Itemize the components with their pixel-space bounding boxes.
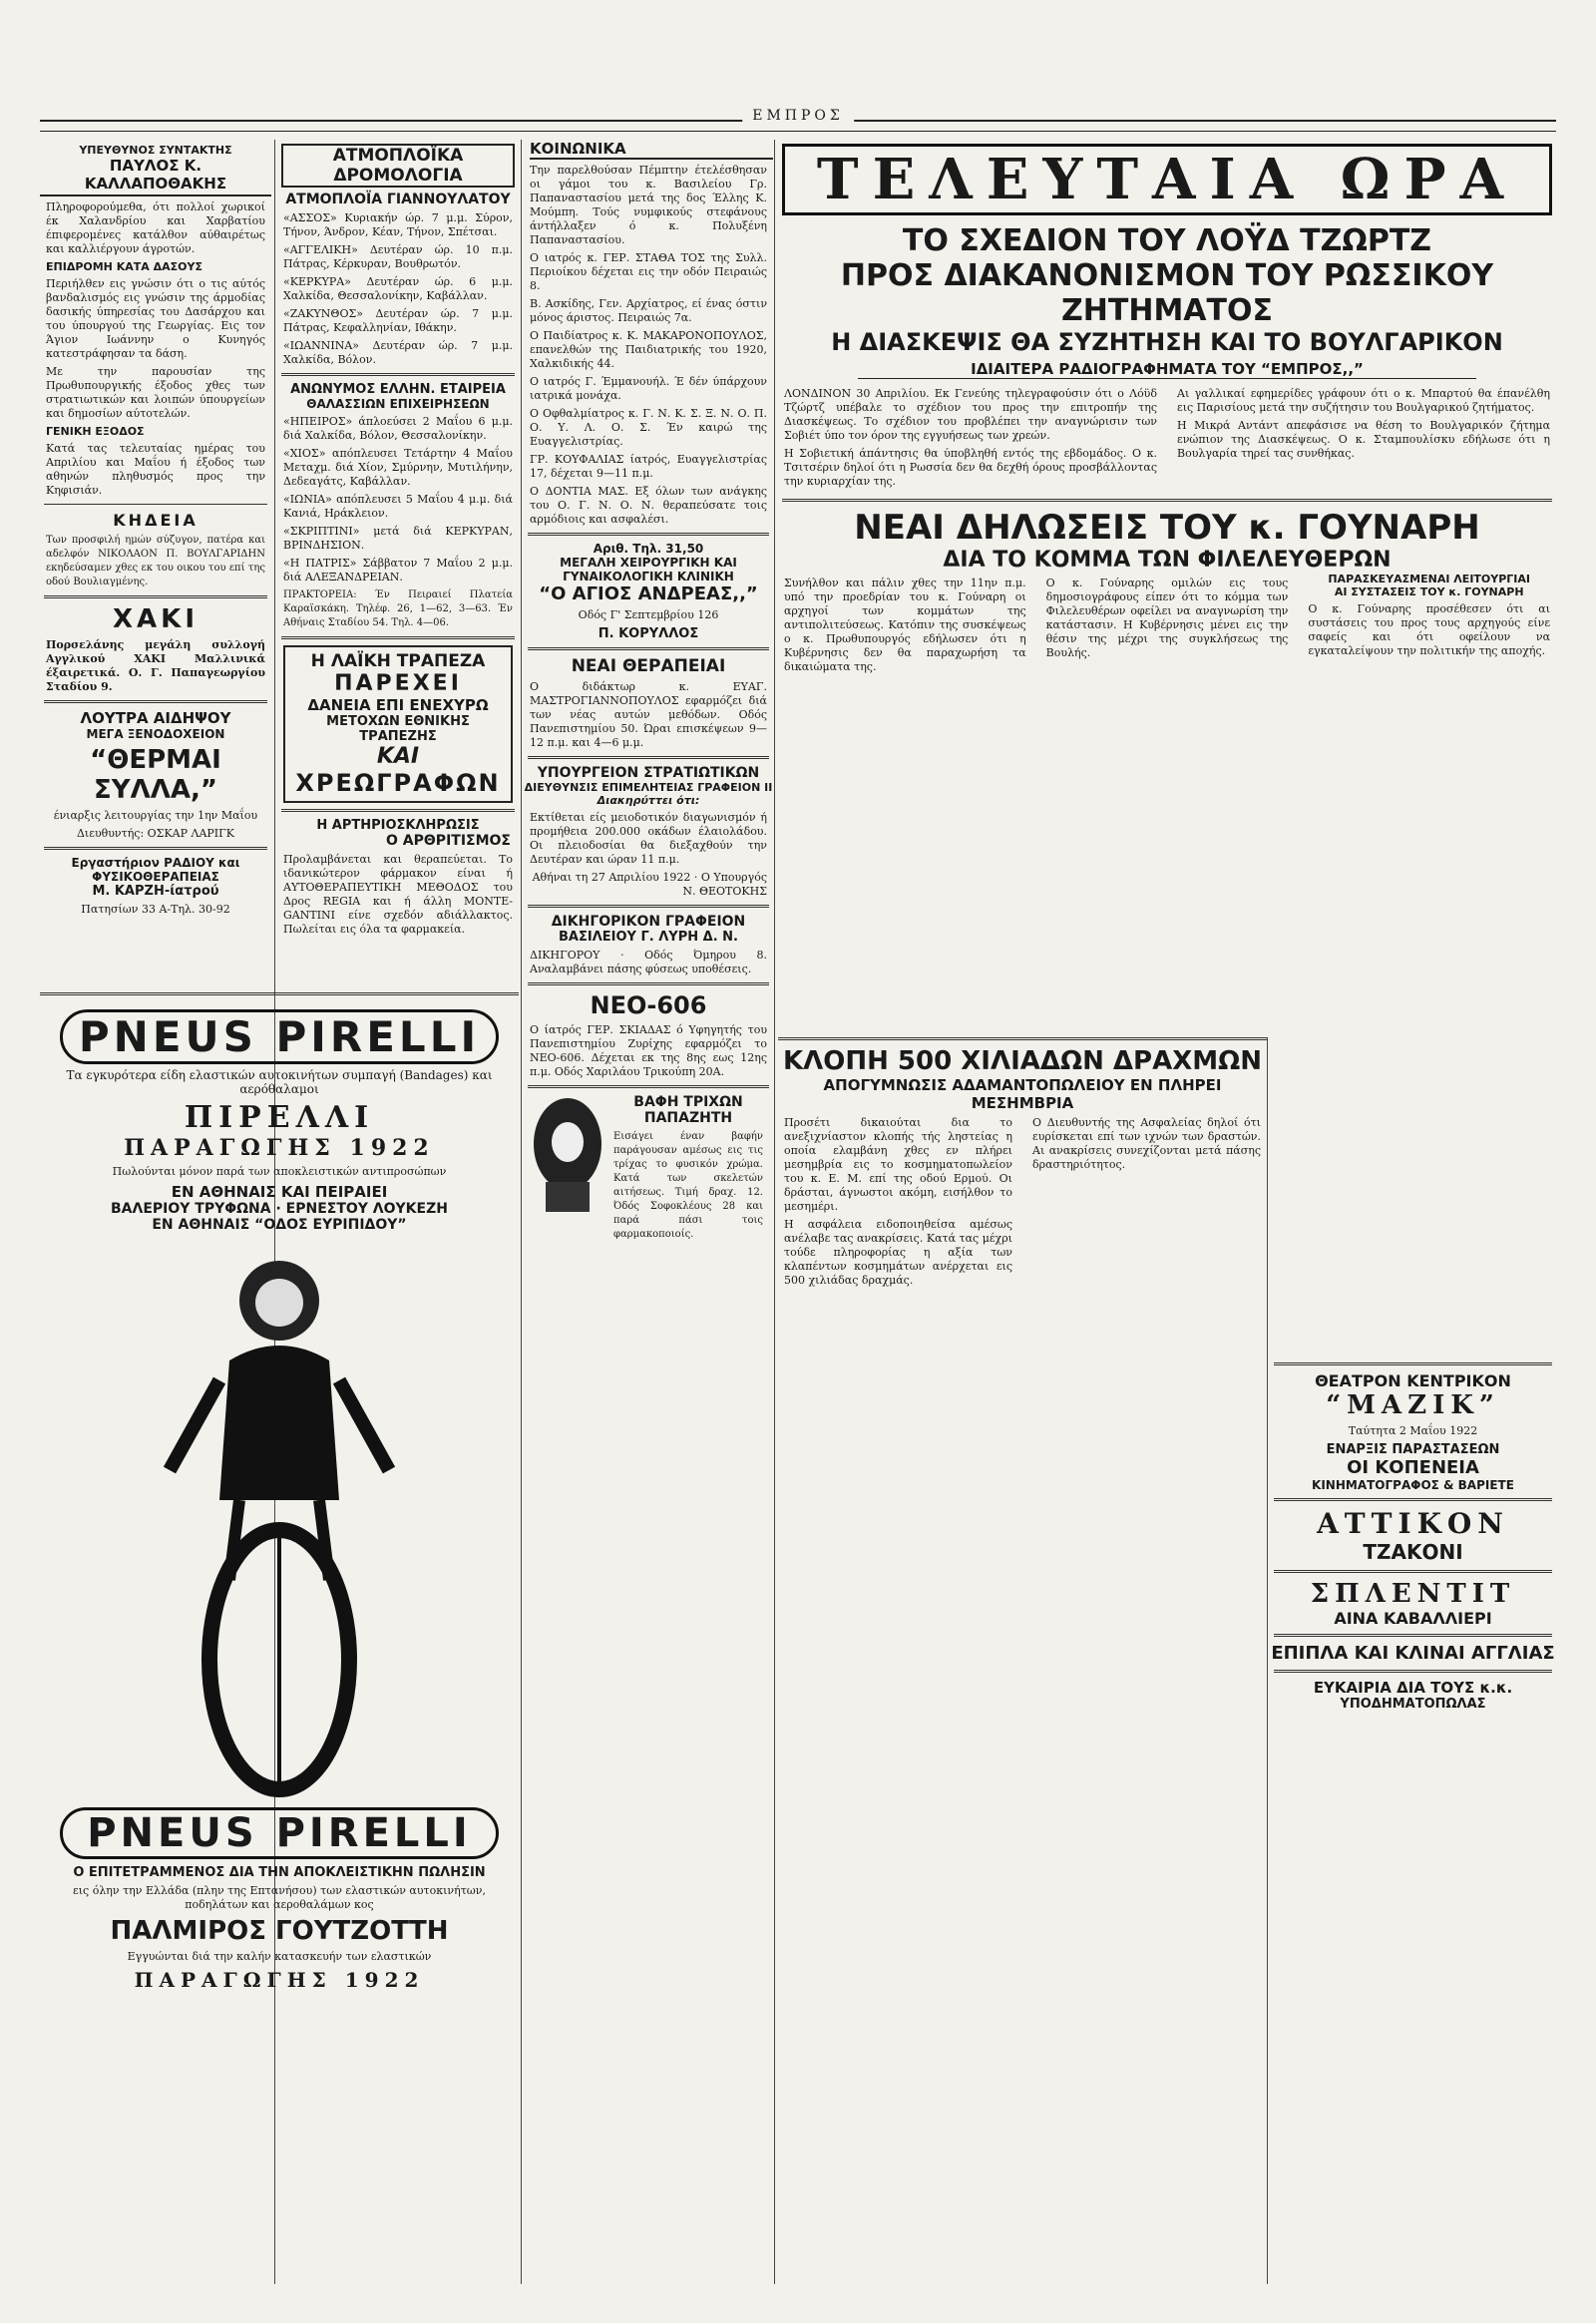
article-columns xyxy=(778,1112,1267,1292)
splendid-title: ΣΠΛΕΝΤΙΤ xyxy=(1310,1579,1516,1609)
schedule-entry: «ΚΕΡΚΥΡΑ» Δευτέραν ώρ. 6 μ.μ. Χαλκίδα, Θεσσαλονίκην, Καβάλλαν. xyxy=(283,275,513,302)
medical-ad-subtitle: Ο ΑΡΘΡΙΤΙΣΜΟΣ xyxy=(386,833,511,849)
company-title: ΑΝΩΝΥΜΟΣ ΕΛΛΗΝ. ΕΤΑΙΡΕΙΑ xyxy=(290,382,506,397)
column-divider xyxy=(521,140,522,2284)
article-paragraph: Περιήλθεν εις γνώσιν ότι ο τις αύτός βανδαλισμός εις γνώσιν της άρμοδίας δασικής ύπηρεσίας του Δασάρχου και του ύπουργού της Γεωργίας. Εις τον Άγιον Ιωάννην ο Κυνηγός κατεστράφησαν τα δάση. xyxy=(46,277,265,360)
shipping-title: ΑΤΜΟΠΛΟΪΚΑ ΔΡΟΜΟΛΟΓΙΑ xyxy=(281,144,515,188)
ad-baths-note: ένιαρξις λειτουργίας την 1ην Μαΐου xyxy=(53,809,258,822)
theft-article xyxy=(778,1037,1267,2284)
obituary-heading: ΚΗΔΕΙΑ xyxy=(113,511,199,530)
pirelli-logo-top: PNEUS PIRELLI xyxy=(60,1009,499,1064)
pirelli-address: ΕΝ ΑΘΗΝΑΙΣ “ΟΔΟΣ ΕΥΡΙΠΙΔΟΥ” xyxy=(152,1217,407,1233)
bank-line: ΔΑΝΕΙΑ ΕΠΙ ΕΝΕΧΥΡΩ xyxy=(307,696,489,714)
divider xyxy=(281,809,515,812)
schedule-entry: «ΑΣΣΟΣ» Κυριακήν ώρ. 7 μ.μ. Σύρον, Τήνον, Άνδρον, Κέαν, Τήνον, Σπέτσαι. xyxy=(283,211,513,238)
article-paragraph: Προσέτι δικαιούται δια το ανεξιχνίαστον κλοπής τής ληστείας η οποία ελαμβάνη χθες εν πλήρει μεσημβρία εις το κοσμηματοπωλείον του κ. Ε. Μ. επί της οδού Ερμού. Οι δράσται, άγνωστοι ακόμη, εισήλθον το μεσημέρι. xyxy=(784,1116,1012,1213)
schedule-entry: «ΧΙΟΣ» απόπλευσει Τετάρτην 4 Μαΐου Μεταχμ. διά Χίον, Σμύρνην, Μυτιλήνην, Δεδεαγάτς, Καβάλλαν. xyxy=(283,447,513,488)
pirelli-text: Εγγυώνται διά την καλήν κατασκευήν των ελαστικών xyxy=(127,1950,432,1963)
divider xyxy=(44,504,267,505)
bank-title: Η ΛΑΪΚΗ ΤΡΑΠΕΖΑ xyxy=(310,651,486,671)
social-item: ΓΡ. ΚΟΥΦΑΛΙΑΣ ίατρός, Ευαγγελιστρίας 17, δέχεται 9—11 π.μ. xyxy=(530,453,767,480)
headline-3: Η ΔΙΑΣΚΕΨΙΣ ΘΑ ΣΥΖΗΤΗΣΗ ΚΑΙ ΤΟ ΒΟΥΛΓΑΡΙΚΟΝ xyxy=(831,328,1503,356)
shoe-ad-subtitle: ΥΠΟΔΗΜΑΤΟΠΩΛΑΣ xyxy=(1340,1697,1486,1712)
pirelli-big: ΠΙΡΕΛΛΙ xyxy=(184,1100,375,1135)
attikon-title: ΑΤΤΙΚΟΝ xyxy=(1317,1507,1509,1540)
article-heading: ΓΕΝΙΚΗ ΕΞΟΔΟΣ xyxy=(46,425,145,438)
attikon-show: ΤΖΑΚΟΝΙ xyxy=(1363,1540,1463,1564)
agency-info: ΠΡΑΚΤΟΡΕΙΑ: Έν Πειραιεί Πλατεία Καραϊσκάκη. Τηλέφ. 26, 1—62, 3—63. Έν Αθήναις Σταδίου 54. Τηλ. 4—06. xyxy=(283,589,513,628)
divider xyxy=(1274,1570,1552,1573)
article-paragraph: ΛΟΝΔΙΝΟΝ 30 Απριλίου. Εκ Γενεύης τηλεγραφούσιν ότι ο Λόϋδ Τζώρτζ υπέβαλε το σχέδιον του προς την επιτροπήν της Διασκέψεως. Το σχέδιον του προβλέπει την αναγνώρισιν των Σοβιέτ ύπο τον όρον της εγγυήσεως των χρεών. xyxy=(784,387,1157,442)
divider xyxy=(281,373,515,376)
bank-line: ΚΑΙ xyxy=(376,744,420,769)
editor-label: ΥΠΕΥΘΥΝΟΣ ΣΥΝΤΑΚΤΗΣ xyxy=(79,144,232,157)
theatre-show: “ΜΑΖΙΚ” xyxy=(1326,1390,1500,1420)
social-item: Β. Ασκίδης, Γεν. Αρχίατρος, εί ένας όστιν μόνος άριστος. Πειραιώς 7α. xyxy=(530,297,767,324)
article-paragraph: Με την παρουσίαν της Πρωθυπουργικής έξοδος χθες των στρατιωτικών και λοιπών ύπουργείων και δημοσίων αύτοτελών. xyxy=(46,365,265,420)
ad-baths-director: Διευθυντής: ΟΣΚΑΡ ΛΑΡΙΓΚ xyxy=(76,827,235,840)
main-headline: ΤΕΛΕΥΤΑΙΑ ΩΡΑ xyxy=(782,144,1552,215)
pirelli-text: ΕΝ ΑΘΗΝΑΙΣ ΚΑΙ ΠΕΙΡΑΙΕΙ xyxy=(171,1183,388,1201)
clinic-doctor: Π. ΚΟΡΥΛΛΟΣ xyxy=(598,626,699,641)
pirelli-dealer-name: ΠΑΛΜΙΡΟΣ ΓΟΥΤΖΟΤΤΗ xyxy=(110,1916,449,1946)
ad-baths-subtitle: ΜΕΓΑ ΞΕΝΟΔΟΧΕΙΟΝ xyxy=(86,727,225,741)
social-item: Ο Παιδίατρος κ. Κ. ΜΑΚΑΡΟΝΟΠΟΥΛΟΣ, επανελθών της Παιδιατρικής του 1920, Χαλκιδικής 44. xyxy=(530,329,767,370)
editor-name: ΠΑΥΛΟΣ Κ. ΚΑΛΛΑΠΟΘΑΚΗΣ xyxy=(40,157,271,196)
social-item: Ο ΔΟΝΤΙΑ ΜΑΣ. Εξ όλων των ανάγκης του Ο. Γ. Ν. Ο. Ν. θεραπεύσατε τοις αρμόδιοις και ασφαλέσι. xyxy=(530,485,767,526)
new-therapies-title: ΝΕΑΙ ΘΕΡΑΠΕΙΑΙ xyxy=(571,656,726,676)
pirelli-logo-bottom: PNEUS PIRELLI xyxy=(60,1807,499,1859)
newspaper-name: ΕΜΠΡΟΣ xyxy=(742,108,854,124)
schedule-entry: «ΣΚΡΙΠΤΙΝΙ» μετά διά ΚΕΡΚΥΡΑΝ, ΒΡΙΝΔΗΣΙΟΝ. xyxy=(283,525,513,552)
column-3 xyxy=(524,140,773,2284)
divider xyxy=(528,1085,769,1088)
article-paragraph: Ο κ. Γούναρης ομιλών εις τους δημοσιογράφους είπεν ότι το κόμμα των Φιλελευθέρων οφείλει να αναγνωρίση την κατάστασιν. Η Κυβέρνησις μένει εις την θέσιν της μέχρι της συγκλήσεως της Βουλής. xyxy=(1045,577,1289,659)
social-item: Ο ιατρός κ. ΓΕΡ. ΣΤΑΘΑ ΤΟΣ της Συλλ. Περιοίκου δέχεται εις την οδόν Πειραιώς 8. xyxy=(530,251,767,292)
divider xyxy=(44,595,267,598)
social-item: Την παρελθούσαν Πέμπτην έτελέσθησαν οι γάμοι του κ. Βασιλείου Γρ. Παπαναστασίου μετά της δος Έλλης Κ. Μούμπη. Τούς νυμφικούς στεφάνους άντήλλαξεν ό κ. Πολυξένη Παπαναστασίου. xyxy=(530,164,767,246)
article-paragraph: Συνήλθον και πάλιν χθες την 11ην π.μ. υπό την προεδρίαν του κ. Γούναρη οι αρχηγοί των κομμάτων της αντιπολιτεύσεως. Κατόπιν της συσκέψεως ο κ. Πρωθυπουργός εδήλωσεν ότι η Κυβέρνησις δεν θα παραχωρήση τα δικαιώματα της. xyxy=(784,577,1026,673)
article-subheading: ΠΑΡΑΣΚΕΥΑΣΜΕΝΑΙ ΛΕΙΤΟΥΡΓΙΑΙ xyxy=(1328,573,1530,585)
ministry-signature: Αθήναι τη 27 Απριλίου 1922 · Ο Υπουργός Ν. ΘΕΟΤΟΚΗΣ xyxy=(532,871,767,898)
obituary-text: Των προσφιλή ημών σύζυγον, πατέρα και αδελφόν ΝΙΚΟΛΑΟΝ Π. ΒΟΥΛΓΑΡΙΔΗΝ εκηδεύσαμεν χθες εκ του οικου του επί της οδού Βουλιαγμένης. xyxy=(46,535,265,587)
masthead-rule xyxy=(40,108,1556,132)
pirelli-agents: ΒΑΛΕΡΙΟΥ ΤΡΥΦΩΝΑ · ΕΡΝΕΣΤΟΥ ΛΟΥΚΕΖΗ xyxy=(111,1201,448,1217)
shoe-ad-title: ΕΥΚΑΙΡΙΑ ΔΙΑ ΤΟΥΣ κ.κ. xyxy=(1313,1679,1513,1697)
ad-khaki-title: ΧΑΚΙ xyxy=(113,604,199,634)
article-columns xyxy=(778,383,1556,493)
article-columns xyxy=(778,573,1556,678)
ad-lab-address: Πατησίων 33 Α-Τηλ. 30-92 xyxy=(81,903,230,916)
theft-headline: ΚΛΟΠΗ 500 ΧΙΛΙΑΔΩΝ ΔΡΑΧΜΩΝ xyxy=(782,1046,1263,1076)
column-divider xyxy=(774,140,775,2284)
divider xyxy=(782,499,1552,502)
new-therapies-text: Ο διδάκτωρ κ. ΕΥΑΓ. ΜΑΣΤΡΟΓΙΑΝΝΟΠΟΥΛΟΣ εφαρμόζει διά των νέας αυτών μεθόδων. Οδός Πανεπιστημίου 50. Ώραι επισκέψεων 9—12 π.μ. και 4—6 μ.μ. xyxy=(530,680,767,749)
divider xyxy=(528,647,769,650)
hair-dye-ad xyxy=(528,1094,769,1246)
shipping-subtitle: ΑΤΜΟΠΛΟΪΑ ΓΙΑΝΝΟΥΛΑΤΟΥ xyxy=(285,192,511,207)
schedule-entry: «Η ΠΑΤΡΙΣ» Σάββατον 7 Μαΐου 2 μ.μ. διά ΑΛΕΞΑΝΔΡΕΙΑΝ. xyxy=(283,557,513,583)
divider xyxy=(528,533,769,536)
divider xyxy=(528,982,769,985)
bank-line: ΧΡΕΩΓΡΑΦΩΝ xyxy=(295,769,501,797)
ad-baths-title: ΛΟΥΤΡΑ ΑΙΔΗΨΟΥ xyxy=(80,709,231,727)
splendid-star: ΑΙΝΑ ΚΑΒΑΛΛΙΕΡΙ xyxy=(1334,1609,1492,1628)
article-paragraph: Ο κ. Γούναρης προσέθεσεν ότι αι συστάσεις του προς τους αρχηγούς είνε σαφείς και ότι οφείλουν να εγκαταλείψουν την πολιτικήν της αποχής. xyxy=(1308,602,1551,657)
divider xyxy=(1274,1670,1552,1673)
headline-1: ΤΟ ΣΧΕΔΙΟΝ ΤΟΥ ΛΟΫΔ ΤΖΩΡΤΖ xyxy=(902,223,1432,258)
headline-4: ΙΔΙΑΙΤΕΡΑ ΡΑΔΙΟΓΡΑΦΗΜΑΤΑ ΤΟΥ “ΕΜΠΡΟΣ,,” xyxy=(858,360,1476,379)
pirelli-text: εις όλην την Ελλάδα (πλην της Επτανήσου) των ελαστικών αυτοκινήτων, ποδηλάτων και αεροθαλάμων κος xyxy=(73,1884,486,1911)
clinic-phone: Αριθ. Τηλ. 31,50 xyxy=(593,542,704,556)
article-paragraph: Πληροφορούμεθα, ότι πολλοί χωρικοί έκ Χαλανδρίου και Χαρβατίου έπιφερομένες κατάλθον αύθαιρέτως και καλλιέργουν άγροτών. xyxy=(46,200,265,255)
pirelli-text: Πωλούνται μόνον παρά των αποκλειστικών αντιπροσώπων xyxy=(112,1165,447,1178)
schedule-entry: «ΙΩΝΙΑ» απόπλευσει 5 Μαΐου 4 μ.μ. διά Κανιά, Ηράκλειον. xyxy=(283,493,513,520)
ministry-subtitle: Διακηρύττει ότι: xyxy=(597,794,700,807)
social-item: Ο ιατρός Γ. Έμμανουήλ. Έ δέν ύπάρχουν ιατρικά μονάχα. xyxy=(530,375,767,402)
schedule-entry: «ΙΩΑΝΝΙΝΑ» Δευτέραν ώρ. 7 μ.μ. Χαλκίδα, Βόλον. xyxy=(283,339,513,366)
cyclist-illustration-icon xyxy=(130,1241,429,1799)
theatre-note: ΚΙΝΗΜΑΤΟΓΡΑΦΟΣ & ΒΑΡΙΕΤΕ xyxy=(1312,1478,1514,1492)
theatre-note: ΕΝΑΡΞΙΣ ΠΑΡΑΣΤΑΣΕΩΝ xyxy=(1326,1442,1500,1457)
hair-dye-title: ΒΑΦΗ ΤΡΙΧΩΝ ΠΑΠΑΖΗΤΗ xyxy=(633,1094,743,1126)
ad-baths-name: “ΘΕΡΜΑΙ ΣΥΛΛΑ,” xyxy=(90,745,221,805)
pirelli-text: Ο ΕΠΙΤΕΤΡΑΜΜΕΝΟΣ ΔΙΑ ΤΗΝ ΑΠΟΚΛΕΙΣΤΙΚΗΝ ΠΩΛΗΣΙΝ xyxy=(73,1865,486,1880)
column-2 xyxy=(277,140,519,968)
ministry-title: ΥΠΟΥΡΓΕΙΟΝ ΣΤΡΑΤΙΩΤΙΚΩΝ xyxy=(537,765,760,781)
divider xyxy=(528,905,769,908)
article-subheading: ΑΙ ΣΥΣΤΑΣΕΙΣ ΤΟΥ κ. ΓΟΥΝΑΡΗ xyxy=(1334,585,1524,598)
theatre-date: Ταύτητα 2 Μαΐου 1922 xyxy=(1348,1424,1478,1437)
medical-ad-text: Προλαμβάνεται και θεραπεύεται. Το ιδανικώτερον φάρμακον είναι ή ΑΥΤΟΘΕΡΑΠΕΥΤΙΚΗ ΜΕΘΟΔΟΣ του Δρος REGIA και ή άλλη ΜΟΝΤΕ-GANTINI είνε σχεδόν αδιάλλακτος. Πωλείται εις όλα τα φαρμακεία. xyxy=(283,853,513,936)
bank-line: ΜΕΤΟΧΩΝ ΕΘΝΙΚΗΣ ΤΡΑΠΕΖΗΣ xyxy=(326,714,470,744)
column-1 xyxy=(40,140,271,987)
ad-lab-name: Μ. ΚΑΡΖΗ-ίατρού xyxy=(92,884,219,899)
schedule-entry: «ΑΓΓΕΛΙΚΗ» Δευτέραν ώρ. 10 π.μ. Πάτρας, Κέρκυραν, Βουθρωτόν. xyxy=(283,243,513,270)
law-office-title: ΔΙΚΗΓΟΡΙΚΟΝ ΓΡΑΦΕΙΟΝ xyxy=(551,914,746,930)
divider xyxy=(1274,1634,1552,1637)
pirelli-ad xyxy=(40,992,519,2279)
ad-lab-title: Εργαστήριον ΡΑΔΙΟΥ και ΦΥΣΙΚΟΘΕΡΑΠΕΙΑΣ xyxy=(71,856,240,884)
clinic-address: Οδός Γ' Σεπτεμβρίου 126 xyxy=(578,608,719,621)
social-title: ΚΟΙΝΩΝΙΚΑ xyxy=(530,140,773,160)
clinic-title: ΜΕΓΑΛΗ ΧΕΙΡΟΥΡΓΙΚΗ ΚΑΙ ΓΥΝΑΙΚΟΛΟΓΙΚΗ ΚΛΙΝΙΚΗ xyxy=(560,556,737,583)
clinic-name: “Ο ΑΓΙΟΣ ΑΝΔΡΕΑΣ,,” xyxy=(539,583,758,604)
theatre-title: ΘΕΑΤΡΟΝ ΚΕΝΤΡΙΚΟΝ xyxy=(1315,1371,1511,1390)
law-office-name: ΒΑΣΙΛΕΙΟΥ Γ. ΛΥΡΗ Δ. Ν. xyxy=(559,930,738,945)
furniture-ad: ΕΠΙΠΛΑ ΚΑΙ ΚΛΙΝΑΙ ΑΓΓΛΙΑΣ xyxy=(1271,1643,1555,1664)
article-paragraph: Ο Διευθυντής της Ασφαλείας δηλοί ότι ευρίσκεται επί των ιχνών των δραστών. Αι ανακρίσεις συνεχίζονται μετά πάσης δραστηριότητος. xyxy=(1032,1116,1261,1171)
ministry-subtitle: ΔΙΕΥΘΥΝΣΙΣ ΕΠΙΜΕΛΗΤΕΙΑΣ ΓΡΑΦΕΙΟΝ II xyxy=(524,781,773,794)
law-office-text: ΔΙΚΗΓΟΡΟΥ · Οδός Όμηρου 8. Αναλαμβάνει πάσης φύσεως υποθέσεις. xyxy=(530,949,767,975)
bank-ad xyxy=(283,645,513,803)
headline-2: ΠΡΟΣ ΔΙΑΚΑΝΟΝΙΣΜΟΝ ΤΟΥ ΡΩΣΣΙΚΟΥ ΖΗΤΗΜΑΤΟΣ xyxy=(840,258,1494,328)
pirelli-year: ΠΑΡΑΓΩΓΗΣ 1922 xyxy=(124,1135,435,1161)
article-paragraph: Αι γαλλικαί εφημερίδες γράφουν ότι ο κ. Μπαρτού θα έπανέλθη εις Παρισίους μετά την συζήτησιν του Βουλγαρικού ζητήματος. xyxy=(1177,387,1550,414)
hair-dye-text: Εισάγει έναν βαφήν παράγουσαν αμέσως εις τις τρίχας το φυσικόν χρώμα. Κατά των σκελετών αιτήσεως. Τιμή δραχ. 12. Όδός Σοφοκλέους 28 και παρά πάσι τοις φαρμακοποιοίς. xyxy=(613,1131,763,1240)
gounaris-headline: ΝΕΑΙ ΔΗΛΩΣΕΙΣ ΤΟΥ κ. ΓΟΥΝΑΡΗ xyxy=(854,508,1480,548)
ministry-text: Εκτίθεται είς μειοδοτικόν διαγωνισμόν ή προμήθεια 200.000 οκάδων έλαιολάδου. Οι πλειοδοσίαι θα διεξαχθούν την Δευτέραν και ώραν 11 π.μ. xyxy=(530,811,767,866)
medical-ad-title: Η ΑΡΤΗΡΙΟΣΚΛΗΡΩΣΙΣ xyxy=(316,818,480,833)
theatre-company: ΟΙ ΚΟΠΕΝΕΙΑ xyxy=(1347,1457,1479,1478)
divider xyxy=(44,700,267,703)
company-subtitle: ΘΑΛΑΣΣΙΩΝ ΕΠΙΧΕΙΡΗΣΕΩΝ xyxy=(306,397,490,411)
article-paragraph: Η ασφάλεια ειδοποιηθείσα αμέσως ανέλαβε τας ανακρίσεις. Κατά τας μέχρι τούδε πληροφορίας η αξία των κλαπέντων κοσμημάτων ανέρχεται εις 500 χιλιάδας δραχμάς. xyxy=(784,1218,1012,1287)
article-paragraph: Η Σοβιετική άπάντησις θα ύποβληθή εντός της εβδομάδος. Ο κ. Τσιτσέριν δηλοί ότι η Ρωσσία δεν θα δεχθή όρους προσβάλλοντας την κυριαρχίαν της. xyxy=(784,447,1157,488)
pirelli-year: ΠΑΡΑΓΩΓΗΣ 1922 xyxy=(134,1968,425,1992)
gounaris-subheadline: ΔΙΑ ΤΟ ΚΟΜΜΑ ΤΩΝ ΦΙΛΕΛΕΥΘΕΡΩΝ xyxy=(943,548,1392,573)
schedule-entry: «ΗΠΕΙΡΟΣ» άπλοεύσει 2 Μαΐου 6 μ.μ. διά Χαλκίδα, Βόλον, Θεσσαλονίκην. xyxy=(283,415,513,442)
article-paragraph: Η Μικρά Αντάντ απεφάσισε να θέση το Βουλγαρικόν ζήτημα ενώπιον της Διασκέψεως. Ο κ. Σταμπουλίσκυ εδήλωσε ότι η Βουλγαρία τηρεί τας συνθήκας. xyxy=(1177,419,1550,460)
woman-portrait-icon xyxy=(528,1094,607,1214)
divider xyxy=(281,636,515,639)
neo606-text: Ο ίατρός ΓΕΡ. ΣΚΙΑΔΑΣ ό Υφηγητής του Πανεπιστημίου Ζυρίχης εφαρμόζει το ΝΕΟ-606. Δέχεται εκ της 8ης εως 12ης π.μ. Οδός Χαριλάου Τρικούπη 20Α. xyxy=(530,1023,767,1078)
divider xyxy=(528,756,769,759)
divider xyxy=(1274,1498,1552,1501)
theft-subheadline: ΑΠΟΓΥΜΝΩΣΙΣ ΑΔΑΜΑΝΤΟΠΩΛΕΙΟΥ ΕΝ ΠΛΗΡΕΙ ΜΕΣΗΜΒΡΙΑ xyxy=(823,1076,1222,1112)
social-item: Ο Οφθαλμίατρος κ. Γ. Ν. Κ. Σ. Ξ. Ν. Ο. Π. Ο. Υ. Λ. Ο. Σ. Έν καιρώ της Ευαγγελιστρίας. xyxy=(530,407,767,448)
ad-khaki-text: Πορσελάνης μεγάλη συλλογή Αγγλικού ΧΑΚΙ Μαλλινικά έξαιρετικά. Ο. Γ. Παπαγεωργίου Σταδίου 9. xyxy=(46,638,265,693)
article-heading: ΕΠΙΔΡΟΜΗ ΚΑΤΑ ΔΑΣΟΥΣ xyxy=(46,260,202,273)
divider xyxy=(44,847,267,850)
bank-offers: ΠΑΡΕΧΕΙ xyxy=(334,671,462,696)
neo606-title: ΝΕΟ-606 xyxy=(590,991,707,1019)
schedule-entry: «ΖΑΚΥΝΘΟΣ» Δευτέραν ώρ. 7 μ.μ. Πάτρας, Κεφαλληνίαν, Ιθάκην. xyxy=(283,307,513,334)
article-paragraph: Κατά τας τελευταίας ημέρας του Απριλίου και Μαΐου ή έξοδος των αθηνών πληθυσμός προς την Κηφισιάν. xyxy=(46,442,265,497)
divider xyxy=(1274,1362,1552,1365)
pirelli-text: Τα εγκυρότερα είδη ελαστικών αυτοκινήτων συμπαγή (Bandages) και αερόθαλαμοι xyxy=(66,1068,493,1096)
theatre-ads xyxy=(1270,1356,1556,2284)
